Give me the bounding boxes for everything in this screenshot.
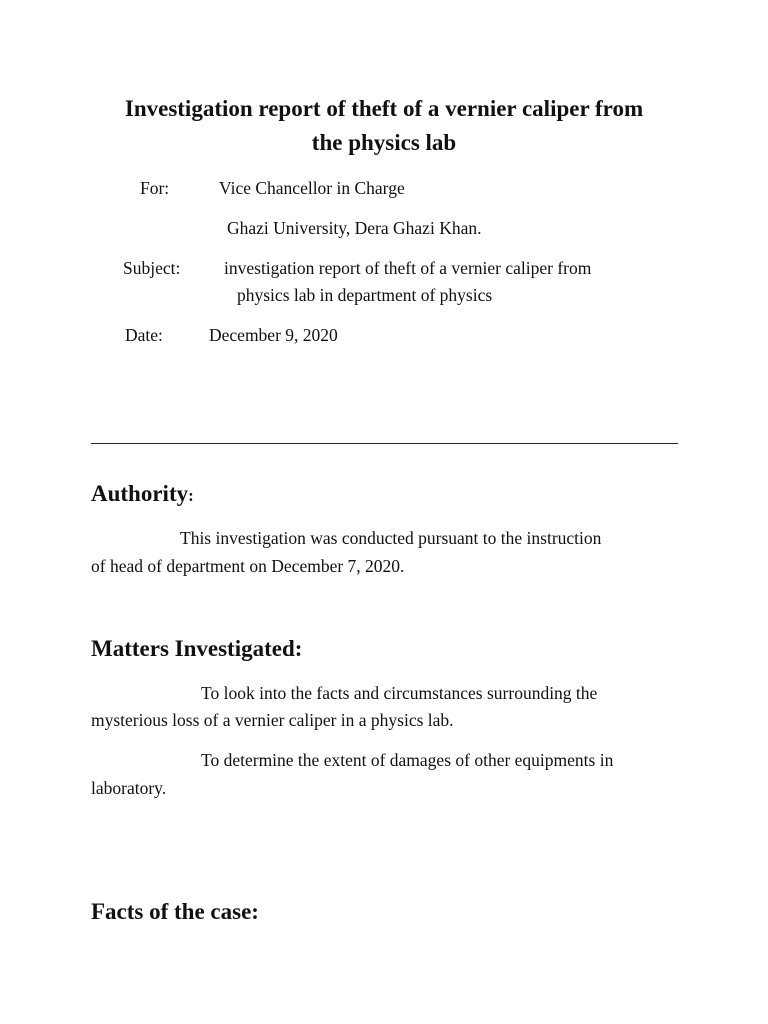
subject-line-1: investigation report of theft of a vernier caliper from: [224, 258, 592, 278]
authority-line-1: This investigation was conducted pursuant to the instruction: [180, 528, 602, 548]
matters-p1-line-2: mysterious loss of a vernier caliper in a physics lab.: [91, 710, 454, 730]
facts-heading: Facts of the case:: [91, 899, 259, 924]
matters-p2-line-2: laboratory.: [91, 778, 167, 798]
horizontal-divider: [91, 443, 678, 444]
subject-label: Subject:: [123, 258, 181, 278]
authority-heading: [91, 480, 194, 510]
for-label: For:: [140, 178, 170, 198]
for-value: Vice Chancellor in Charge: [219, 178, 405, 198]
date-label: Date:: [125, 325, 163, 345]
for-value-address: Ghazi University, Dera Ghazi Khan.: [227, 218, 482, 238]
date-value: December 9, 2020: [209, 325, 338, 345]
matters-p2-line-1: To determine the extent of damages of other equipments in: [201, 750, 614, 770]
matters-heading: Matters Investigated:: [91, 636, 303, 661]
authority-heading-colon: :: [188, 486, 194, 505]
authority-heading-text: Authority: [91, 481, 189, 506]
matters-p1-line-1: To look into the facts and circumstances surrounding the: [201, 683, 598, 703]
subject-line-2: physics lab in department of physics: [237, 285, 493, 305]
title-line-2: the physics lab: [311, 130, 457, 155]
document-title: [60, 92, 708, 160]
authority-line-2: of head of department on December 7, 2020.: [91, 556, 405, 576]
title-line-1: Investigation report of theft of a vernier caliper from: [124, 96, 644, 121]
